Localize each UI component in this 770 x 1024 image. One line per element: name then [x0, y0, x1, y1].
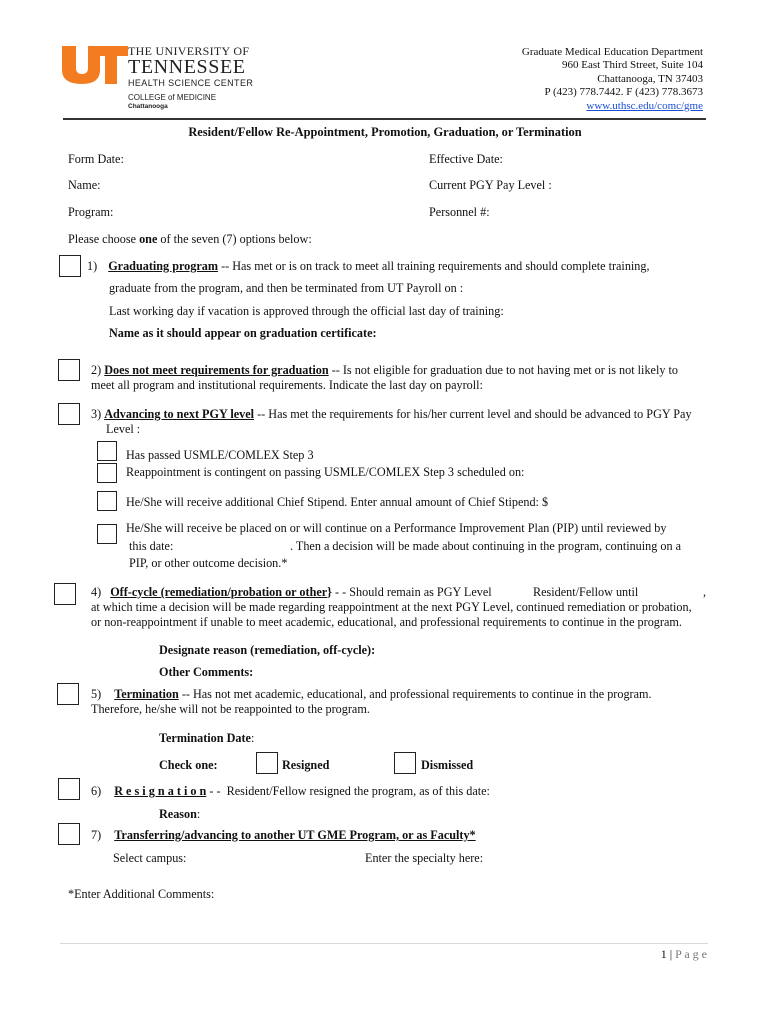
address-block: [522, 46, 703, 113]
option-6-checkbox[interactable]: [58, 778, 80, 800]
page-separator: |: [666, 947, 676, 961]
option-4-line-3: or non-reappointment if unable to meet academic, educational, and professional requirements to continue in the program.: [91, 615, 682, 629]
effective-date-label: Effective Date:: [429, 152, 503, 166]
option-3-sub-checkbox-1a[interactable]: [97, 441, 117, 461]
footer-divider: [60, 943, 708, 944]
option-1-line-3: Last working day if vacation is approved through the official last day of training:: [109, 304, 504, 318]
option-4-reason: Designate reason (remediation, off-cycle):: [159, 643, 376, 657]
page-footer: [661, 947, 707, 962]
option-3-sub-3b-start: this date:: [129, 539, 174, 553]
logo-line-3: HEALTH SCIENCE CENTER: [128, 78, 254, 88]
header-divider: [63, 118, 706, 120]
form-title: Resident/Fellow Re-Appointment, Promotion, Graduation, or Termination: [188, 125, 582, 139]
option-1-text: -- Has met or is on track to meet all training requirements and should complete training,: [218, 259, 650, 273]
option-3-sub-3b-end: . Then a decision will be made about continuing in the program, continuing on a: [290, 539, 682, 553]
option-5-line-1: [91, 687, 652, 702]
instructions-post: of the seven (7) options below:: [157, 232, 312, 246]
instructions-bold: one: [139, 232, 158, 246]
instructions: [68, 232, 312, 247]
option-4-checkbox[interactable]: [54, 583, 76, 605]
specialty-label: Enter the specialty here:: [365, 851, 484, 865]
address-phone: P (423) 778.7442. F (423) 778.3673: [544, 86, 703, 99]
option-5-line-2: Therefore, he/she will not be reappointed to the program.: [91, 702, 370, 716]
option-4-text-c: ,: [703, 585, 707, 599]
option-4-text-b: Resident/Fellow until: [533, 585, 639, 599]
option-3-text: -- Has met the requirements for his/her current level and should be advanced to PGY Pay: [254, 407, 692, 421]
option-1-title: Graduating program: [108, 259, 219, 273]
option-1-num: 1): [87, 259, 98, 273]
option-2-num: 2): [91, 363, 102, 377]
option-3-num: 3): [91, 407, 102, 421]
option-3-line-1: [91, 407, 692, 422]
logo-line-2: TENNESSEE: [128, 56, 246, 78]
option-3-title: Advancing to next PGY level: [104, 407, 255, 421]
option-2-title: Does not meet requirements for graduation: [104, 363, 329, 377]
option-6-text: - - Resident/Fellow resigned the program, as of this date:: [206, 784, 490, 798]
resigned-label: Resigned: [282, 758, 330, 772]
option-5-title: Termination: [114, 687, 179, 701]
personnel-label: Personnel #:: [429, 205, 490, 219]
option-3-sub-1a: Has passed USMLE/COMLEX Step 3: [126, 448, 314, 462]
address-city: Chattanooga, TN 37403: [597, 72, 703, 85]
option-1-line-1: [87, 259, 650, 274]
logo-line-4: COLLEGE of MEDICINE: [128, 93, 217, 102]
option-7-num: 7): [91, 828, 102, 842]
option-3-sub-checkbox-1b[interactable]: [97, 463, 117, 483]
option-4-line-1: [91, 585, 492, 600]
option-4-text: - - Should remain as PGY Level: [331, 585, 492, 599]
option-7-checkbox[interactable]: [58, 823, 80, 845]
option-3-checkbox[interactable]: [58, 403, 80, 425]
option-3-sub-checkbox-3[interactable]: [97, 524, 117, 544]
termination-date: [159, 731, 254, 746]
option-7-line-1: [91, 828, 476, 843]
option-3-sub-2: He/She will receive additional Chief Stipend. Enter annual amount of Chief Stipend: $: [126, 495, 549, 509]
option-2-checkbox[interactable]: [58, 359, 80, 381]
dismissed-checkbox[interactable]: [394, 752, 416, 774]
option-4-comments: Other Comments:: [159, 665, 254, 679]
option-3-sub-checkbox-2[interactable]: [97, 491, 117, 511]
option-5-num: 5): [91, 687, 102, 701]
option-4-title-end: }: [327, 585, 332, 599]
option-1-line-2: graduate from the program, and then be terminated from UT Payroll on :: [109, 281, 464, 295]
option-6-title: R e s i g n a t i o n: [114, 784, 207, 798]
logo-line-1: THE UNIVERSITY OF: [128, 44, 250, 58]
program-label: Program:: [68, 205, 114, 219]
resigned-checkbox[interactable]: [256, 752, 278, 774]
option-6-reason-label: Reason: [159, 807, 197, 821]
option-3-sub-3c: PIP, or other outcome decision.*: [129, 556, 288, 570]
option-5-text: -- Has not met academic, educational, and professional requirements to continue in the program.: [178, 687, 652, 701]
address-dept: Graduate Medical Education Department: [521, 46, 703, 58]
option-1-line-4: Name as it should appear on graduation certificate:: [109, 326, 377, 340]
option-3-sub-1b: Reappointment is contingent on passing USMLE/COMLEX Step 3 scheduled on:: [126, 465, 525, 479]
page-word: P a g e: [675, 947, 707, 961]
address-url-link[interactable]: www.uthsc.edu/comc/gme: [586, 99, 703, 112]
option-6-num: 6): [91, 784, 102, 798]
additional-comments-label: *Enter Additional Comments:: [68, 887, 215, 901]
termination-date-label: Termination Date: [159, 731, 251, 745]
option-4-num: 4): [91, 585, 102, 599]
option-1-checkbox[interactable]: [59, 255, 81, 277]
pgy-level-label: Current PGY Pay Level :: [429, 178, 552, 192]
form-date-label: Form Date:: [68, 152, 124, 166]
option-2-line-2: meet all program and institutional requirements. Indicate the last day on payroll:: [91, 378, 483, 392]
option-3-sub-3a: He/She will receive be placed on or will continue on a Performance Improvement Plan (PIP) until reviewed by: [126, 521, 667, 535]
ut-logo-mark: [60, 44, 130, 86]
option-3-line-2: Level :: [106, 422, 141, 436]
dismissed-label: Dismissed: [421, 758, 474, 772]
option-6-reason-colon: :: [196, 807, 201, 821]
option-7-title: Transferring/advancing to another UT GME Program, or as Faculty*: [114, 828, 476, 842]
logo-line-5: Chattanooga: [128, 103, 168, 110]
logo: [60, 44, 260, 116]
option-6-line-1: [91, 784, 490, 799]
name-label: Name:: [68, 178, 101, 192]
option-2-line-1: [91, 363, 678, 378]
option-4-line-2: at which time a decision will be made regarding reappointment at the next PGY Level, continued remediation or probation,: [91, 600, 692, 614]
option-6-reason: [159, 807, 200, 822]
option-5-checkbox[interactable]: [57, 683, 79, 705]
termination-date-colon: :: [250, 731, 255, 745]
select-campus-label: Select campus:: [113, 851, 187, 865]
option-2-text: -- Is not eligible for graduation due to not having met or is not likely to: [328, 363, 678, 377]
option-4-title: Off-cycle (remediation/probation or other: [110, 585, 328, 599]
address-street: 960 East Third Street, Suite 104: [562, 59, 703, 72]
check-one-label: Check one:: [159, 758, 218, 772]
instructions-pre: Please choose: [68, 232, 140, 246]
page-number: 1: [660, 947, 667, 961]
